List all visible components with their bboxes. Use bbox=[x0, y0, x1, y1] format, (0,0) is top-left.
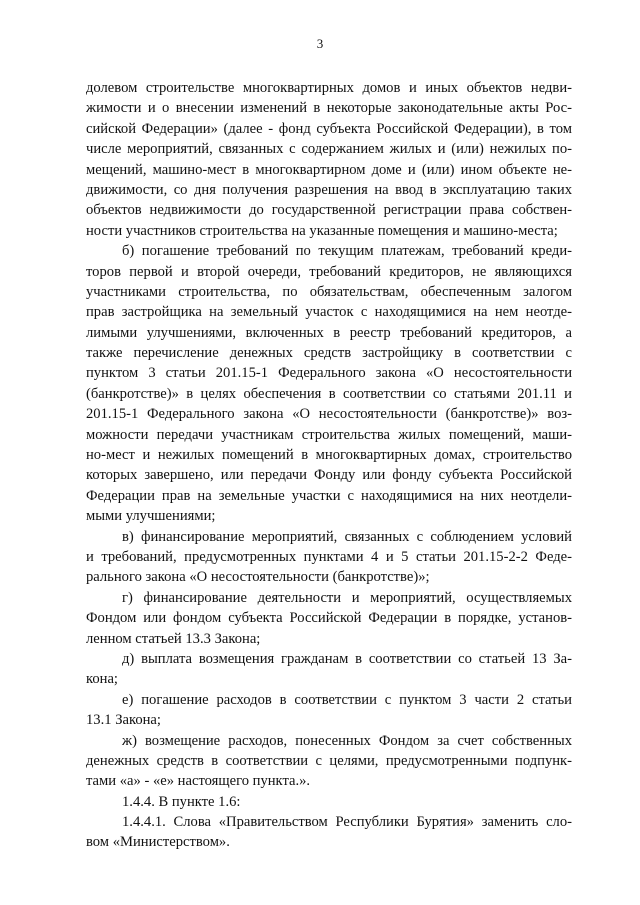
text-line: которых завершено, или передачи Фонду или фонду субъекта Российской bbox=[86, 467, 572, 484]
text-line: (банкротстве)» в целях обеспечения в соответствии со статьями 201.11 и bbox=[86, 385, 572, 402]
text-line: е) погашение расходов в соответствии с пунктом 3 части 2 статьи bbox=[122, 691, 572, 708]
text-line: можности передачи участникам строительства жилых помещений, маши- bbox=[86, 426, 572, 443]
text-line: ности участников строительства на указанные помещения и машино-места; bbox=[86, 222, 558, 239]
text-line: тами «а» - «е» настоящего пункта.». bbox=[86, 773, 311, 790]
document-body bbox=[86, 78, 572, 853]
text-line: мещений, машино-мест в многоквартирном доме и (или) ином объекте не- bbox=[86, 161, 572, 178]
text-line: Федерации прав на земельные участки с находящимися на них неотдели- bbox=[86, 487, 572, 504]
text-line: 201.15-1 Федерального закона «О несостоятельности (банкротстве)» воз- bbox=[86, 406, 572, 423]
text-line: 1.4.4.1. Слова «Правительством Республики Бурятия» заменить сло- bbox=[122, 814, 572, 831]
text-line: лимыми улучшениями, включенных в реестр требований кредиторов, а bbox=[86, 324, 572, 341]
text-line: но-мест и нежилых помещений в многоквартирных домах, строительство bbox=[86, 447, 572, 464]
text-line: жимости и о внесении изменений в некоторые законодательные акты Рос- bbox=[86, 100, 572, 117]
text-line: рального закона «О несостоятельности (банкротстве)»; bbox=[86, 569, 430, 586]
text-line: торов первой и второй очереди, требований кредиторов, не являющихся bbox=[86, 263, 572, 280]
text-line: д) выплата возмещения гражданам в соответствии со статьей 13 За- bbox=[122, 650, 572, 667]
text-line: Фондом или фондом субъекта Российской Федерации в порядке, установ- bbox=[86, 610, 572, 627]
text-line: пунктом 3 статьи 201.15-1 Федерального закона «О несостоятельности bbox=[86, 365, 572, 382]
text-line: б) погашение требований по текущим платежам, требований креди- bbox=[122, 243, 572, 260]
text-line: участниками строительства, по обязательствам, обеспеченным залогом bbox=[86, 283, 572, 300]
text-line: ж) возмещение расходов, понесенных Фондом за счет собственных bbox=[122, 732, 572, 749]
text-line: вом «Министерством». bbox=[86, 834, 230, 851]
text-line: кона; bbox=[86, 671, 118, 688]
text-line: и требований, предусмотренных пунктами 4 и 5 статьи 201.15-2-2 Феде- bbox=[86, 548, 572, 565]
text-line: мыми улучшениями; bbox=[86, 508, 216, 525]
text-line: 1.4.4. В пункте 1.6: bbox=[122, 793, 241, 810]
text-line: 13.1 Закона; bbox=[86, 712, 161, 729]
page-number: 3 bbox=[316, 36, 324, 51]
text-line: в) финансирование мероприятий, связанных с соблюдением условий bbox=[122, 528, 572, 545]
text-line: также перечисление денежных средств застройщику в соответствии с bbox=[86, 345, 572, 362]
text-line: г) финансирование деятельности и мероприятий, осуществляемых bbox=[122, 589, 572, 606]
text-line: долевом строительстве многоквартирных домов и иных объектов недви- bbox=[86, 80, 572, 96]
text-line: ленном статьей 13.3 Закона; bbox=[86, 630, 261, 647]
text-line: движимости, со дня получения разрешения на ввод в эксплуатацию таких bbox=[86, 181, 572, 198]
text-line: прав застройщика на земельный участок с находящимися на нем неотде- bbox=[86, 304, 572, 321]
text-line: сийской Федерации» (далее - фонд субъекта Российской Федерации), в том bbox=[86, 120, 572, 137]
text-line: денежных средств в соответствии с целями, предусмотренными подпунк- bbox=[86, 752, 572, 769]
text-line: числе мероприятий, связанных с содержанием жилых и (или) нежилых по- bbox=[86, 141, 572, 158]
text-line: объектов недвижимости до государственной регистрации права собствен- bbox=[86, 202, 572, 219]
